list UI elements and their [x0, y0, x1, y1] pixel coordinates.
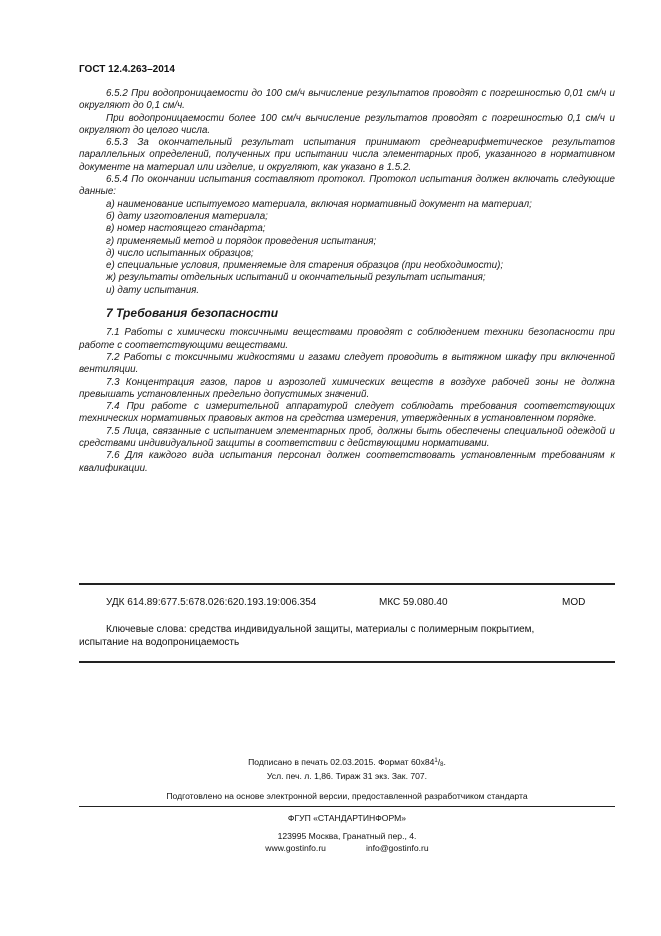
signed-to-print: Подписано в печать 02.03.2015. Формат $60x84^1/_8$.: [248, 757, 446, 768]
top-divider: [79, 583, 615, 585]
list-item: и) дату испытания.: [106, 284, 200, 296]
prepared-note: Подготовлено на основе электронной версии, предоставленной разработчиком стандарта: [166, 791, 528, 801]
paragraph-7-6: 7.6 Для каждого вида испытания персонал должен соответствовать установленным требованиям к квалификации.: [79, 450, 615, 474]
list-item: ж) результаты отдельных испытаний и окончательный результат испытания;: [106, 272, 486, 284]
print-info: Усл. печ. л. 1,86. Тираж 31 экз. Зак. 707.: [266, 771, 428, 781]
publisher-divider: [79, 806, 615, 807]
section-7-title: 7 Требования безопасности: [106, 306, 279, 321]
format-numerator: 1: [434, 758, 438, 764]
bottom-divider: [79, 661, 615, 663]
list-item: е) специальные условия, применяемые для старения образцов (при необходимости);: [106, 260, 504, 272]
paragraph-7-4: 7.4 При работе с измерительной аппаратурой следует соблюдать требования соответствующих технических нормативных правовых актов на средства измерения, утвержденных в установленном порядке.: [79, 401, 615, 425]
keywords-line-2: испытание на водопроницаемость: [79, 636, 240, 648]
publisher-contacts: [79, 842, 615, 854]
publisher-name: ФГУП «СТАНДАРТИНФОРМ»: [287, 813, 407, 823]
list-item: г) применяемый метод и порядок проведения испытания;: [106, 235, 377, 247]
paragraph-7-1: 7.1 Работы с химически токсичными веществами проводят с соблюдением техники безопасности при работе с соответствующими веществами.: [79, 327, 615, 351]
signed-suffix: .: [443, 757, 446, 767]
paragraph-7-3: 7.3 Концентрация газов, паров и аэрозолей химических веществ в воздухе рабочей зоны не должна превышать установленных предельно допустимых значений.: [79, 376, 615, 400]
udk-code: УДК 614.89:677.5:678.026:620.193.19:006.354: [106, 597, 317, 608]
signed-text: Подписано в печать 02.03.2015. Формат 60x84: [248, 757, 435, 767]
format-denominator: 8: [440, 762, 444, 768]
publisher-email[interactable]: info@gostinfo.ru: [365, 843, 429, 853]
classification-line: [79, 597, 615, 611]
keywords-line-1: Ключевые слова: средства индивидуальной защиты, материалы с полимерным покрытием,: [106, 624, 535, 635]
publisher-block: [79, 812, 615, 854]
keywords-block: [79, 624, 615, 649]
list-item: д) число испытанных образцов;: [106, 247, 254, 259]
list-item: в) номер настоящего стандарта;: [106, 223, 266, 235]
mks-code: МКС 59.080.40: [379, 597, 448, 608]
mod-label: MOD: [562, 597, 586, 608]
paragraph-6-5-2: 6.5.2 При водопроницаемости до 100 см/ч вычисление результатов проводят с погрешностью 0,01 см/ч и округляют до 0,1 см/ч.: [79, 88, 615, 112]
paragraph-6-5-4: 6.5.4 По окончании испытания составляют протокол. Протокол испытания должен включать следующие данные:: [79, 174, 615, 198]
paragraph-7-5: 7.5 Лица, связанные с испытанием элементарных проб, должны быть обеспечены специальной одеждой и средствами индивидуальной защиты в соответствии с действующими нормативами.: [79, 425, 615, 450]
publisher-website[interactable]: www.gostinfo.ru: [265, 843, 326, 853]
list-item: а) наименование испытуемого материала, включая нормативный документ на материал;: [106, 198, 532, 210]
body-text: [79, 88, 615, 475]
paragraph-6-5-3: 6.5.3 За окончательный результат испытания принимают среднеарифметическое результатов параллельных определений, полученных при испытании числа элементарных проб, указанного в нормативном документе на материал или изделие, и округляют, как указано в 1.5.2.: [79, 137, 615, 173]
list-item: б) дату изготовления материала;: [106, 210, 268, 222]
imprint-block: [79, 756, 615, 782]
publisher-address: 123995 Москва, Гранатный пер., 4.: [277, 831, 417, 841]
paragraph-7-2: 7.2 Работы с токсичными жидкостями и газами следует проводить в вытяжном шкафу при включенной вентиляции.: [79, 351, 615, 376]
paragraph-6-5-2-cont: При водопроницаемости более 100 см/ч вычисление результатов проводят с погрешностью 0,1 см/ч и округляют до целого числа.: [79, 112, 615, 136]
document-code-header: ГОСТ 12.4.263–2014: [79, 64, 175, 75]
